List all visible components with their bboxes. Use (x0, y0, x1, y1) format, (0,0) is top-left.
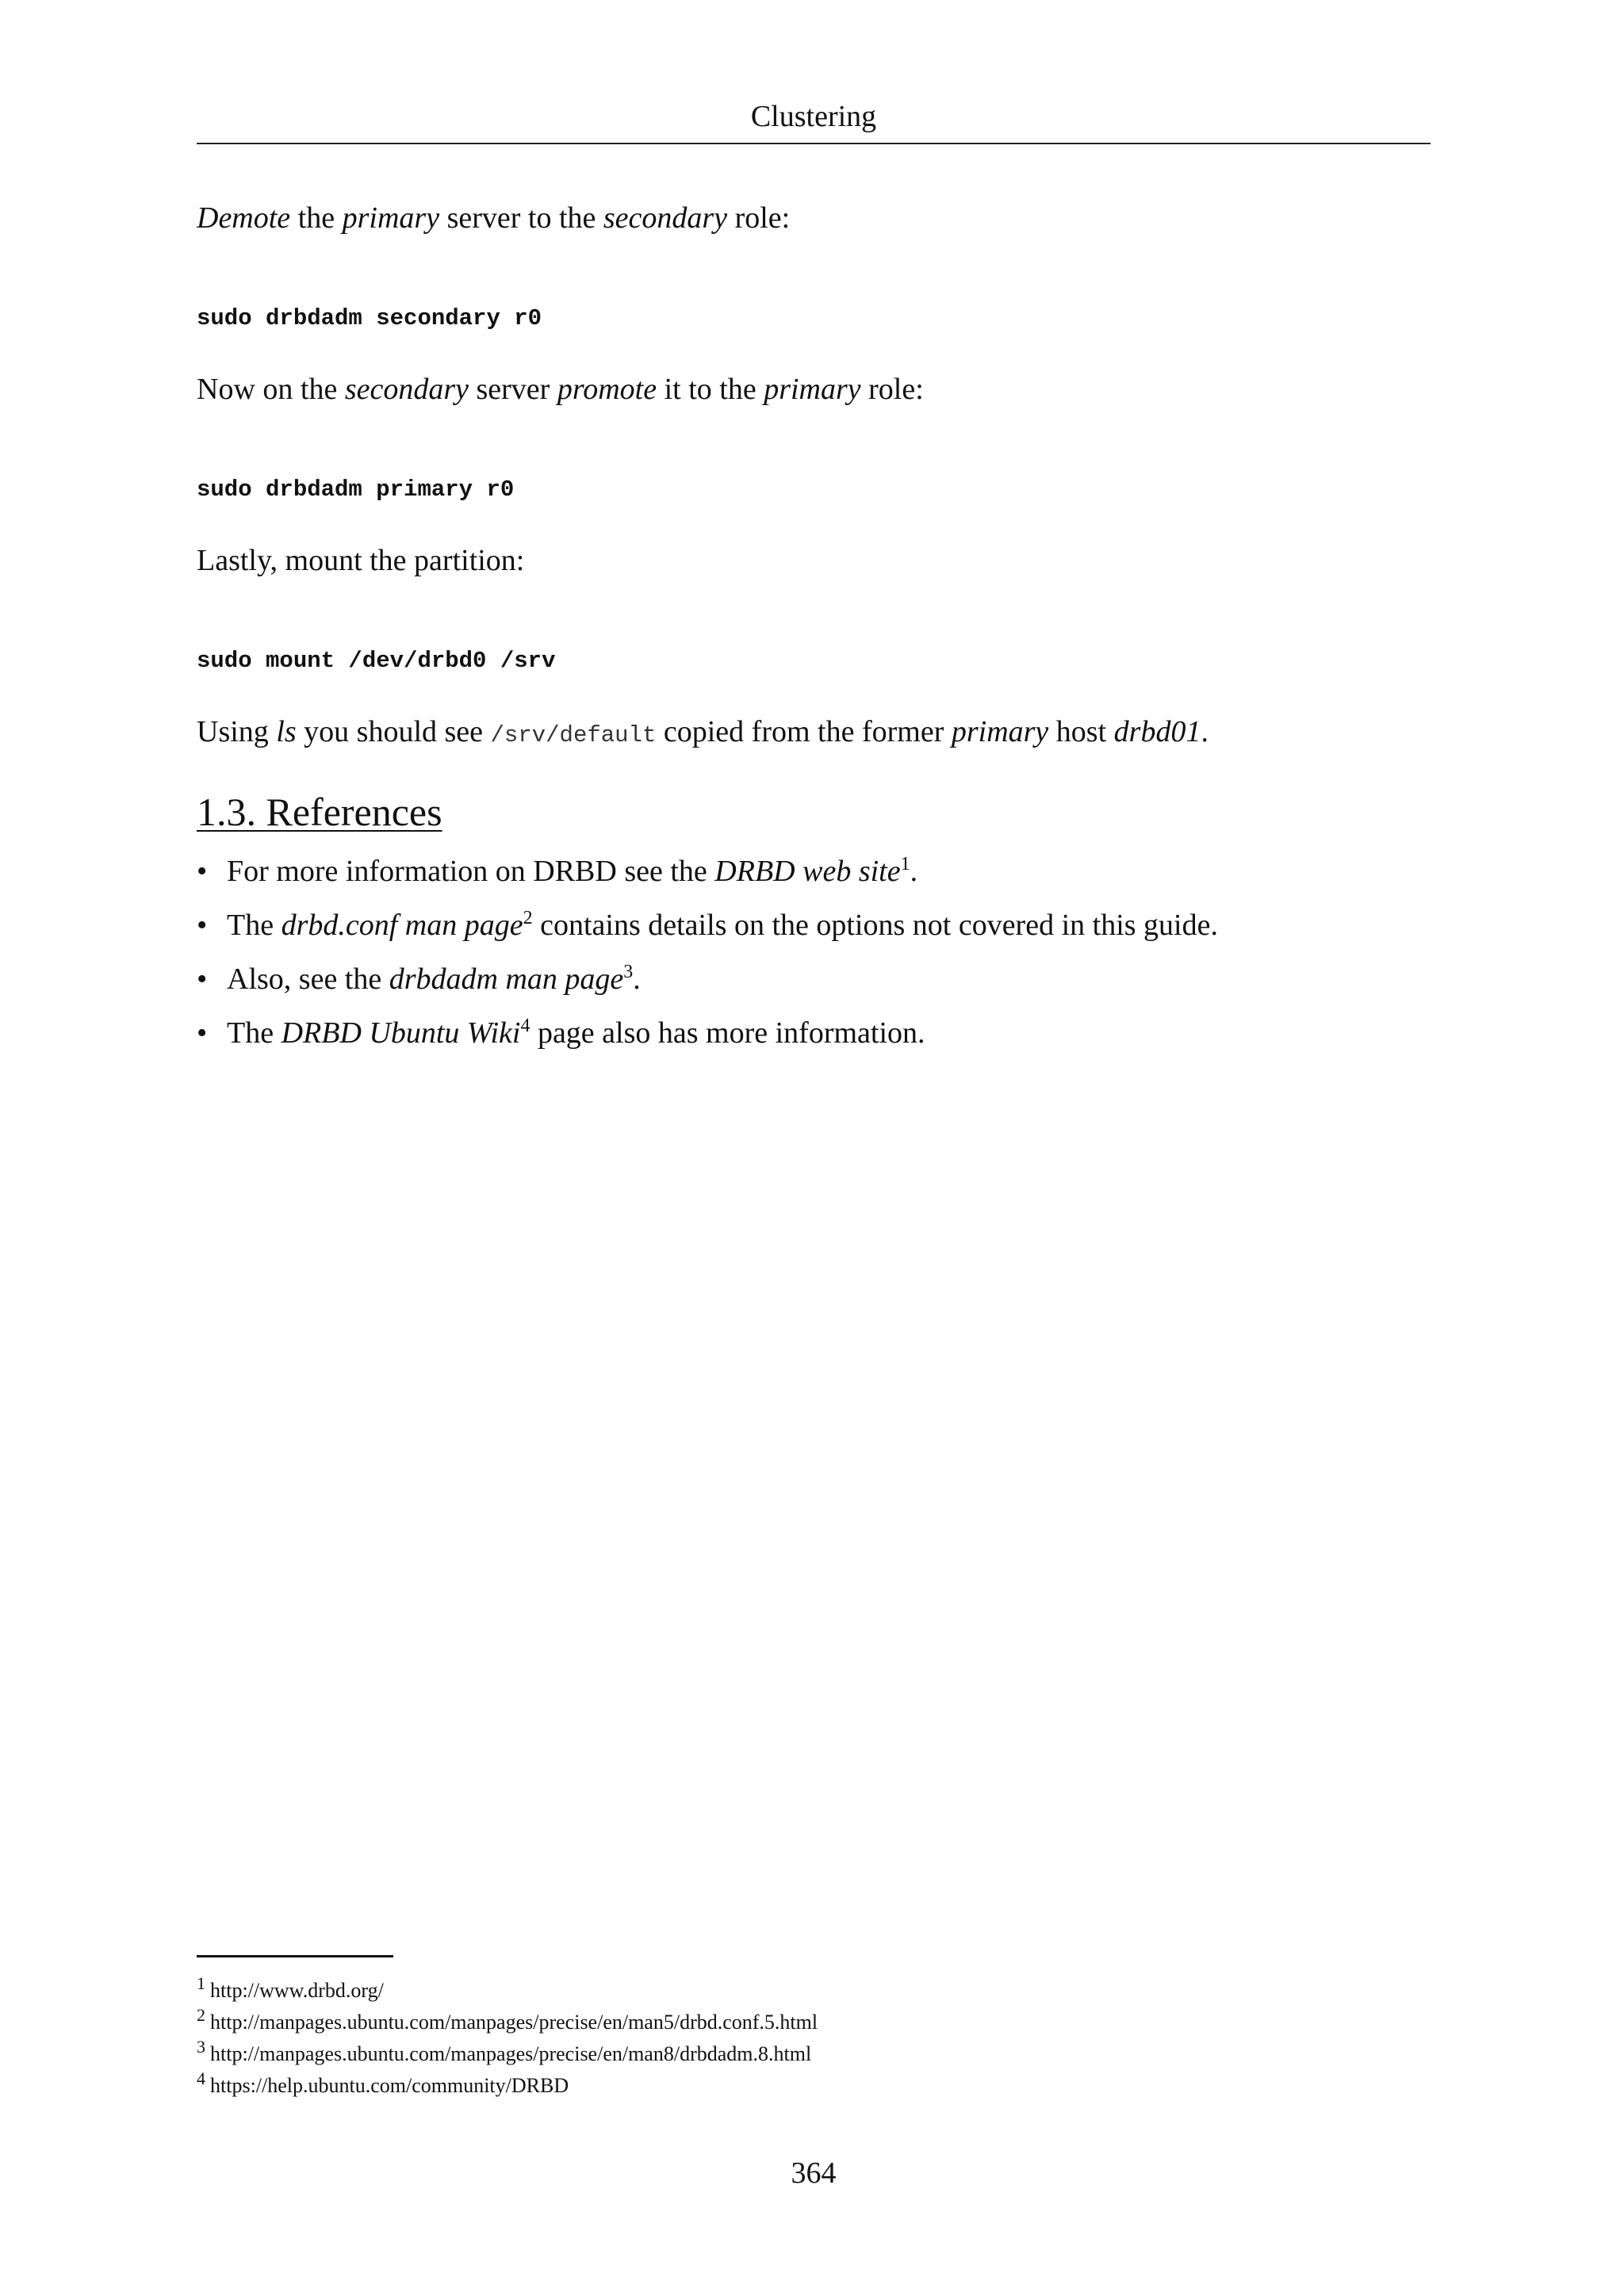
text: it to the (657, 373, 764, 406)
footnote-ref[interactable]: 3 (623, 962, 634, 982)
text: you should see (296, 715, 491, 748)
page-number: 364 (791, 2156, 837, 2190)
footnotes-list (197, 1968, 818, 2095)
footnote (197, 2031, 818, 2063)
paragraph-ls (197, 712, 1208, 756)
footnote-number: 2 (197, 2005, 205, 2025)
footnote-url[interactable]: https://help.ubuntu.com/community/DRBD (210, 2074, 569, 2097)
link[interactable]: drbd.conf man page (281, 909, 523, 942)
list-item (197, 905, 1218, 959)
emphasis: secondary (344, 373, 469, 406)
text: role: (860, 373, 924, 406)
bullet: • (197, 855, 208, 888)
footnote-ref[interactable]: 2 (523, 908, 533, 928)
footnote-number: 4 (197, 2068, 205, 2088)
paragraph-promote (197, 369, 924, 409)
text: the (290, 201, 343, 235)
text: page also has more information. (530, 1016, 925, 1050)
text: copied from the former (656, 715, 952, 748)
text: . (1201, 715, 1208, 748)
list-item (197, 1013, 1218, 1067)
emphasis: primary (764, 373, 861, 406)
emphasis: promote (557, 373, 657, 406)
bullet: • (197, 962, 208, 996)
text: server to the (439, 201, 603, 235)
list-item (197, 959, 1218, 1013)
text: . (633, 962, 641, 996)
footnote (197, 1968, 818, 2002)
text: The (227, 909, 282, 942)
bullet: • (197, 1016, 208, 1050)
section-heading: 1.3. References (197, 790, 442, 834)
emphasis: drbd01 (1113, 715, 1201, 748)
footnote (197, 2063, 818, 2095)
emphasis: ls (276, 715, 297, 748)
footnote (197, 1999, 818, 2034)
text: contains details on the options not covered in this guide. (532, 909, 1218, 942)
header-divider (197, 143, 1431, 144)
list-item (197, 851, 1218, 905)
text: role: (727, 201, 791, 235)
code-promote: sudo drbdadm primary r0 (197, 476, 515, 503)
inline-code: /srv/default (490, 722, 657, 748)
emphasis: primary (342, 201, 440, 235)
footnote-divider (197, 1955, 393, 1957)
emphasis: primary (951, 715, 1049, 748)
code-demote: sudo drbdadm secondary r0 (197, 305, 542, 331)
emphasis: Demote (197, 201, 291, 235)
paragraph-mount: Lastly, mount the partition: (197, 544, 525, 577)
footnote-number: 1 (197, 1973, 205, 1993)
text: host (1048, 715, 1114, 748)
footnote-ref[interactable]: 1 (900, 854, 910, 874)
text: The (227, 1016, 282, 1050)
code-mount: sudo mount /dev/drbd0 /srv (197, 648, 556, 674)
footnote-number: 3 (197, 2037, 205, 2057)
references-list (197, 851, 1218, 1067)
running-header: Clustering (750, 100, 877, 133)
footnote-url[interactable]: http://www.drbd.org/ (210, 1979, 384, 2002)
text: . (910, 855, 918, 888)
text: server (469, 373, 557, 406)
text: Also, see the (227, 962, 389, 996)
footnote-ref[interactable]: 4 (520, 1016, 530, 1036)
footnote-url[interactable]: http://manpages.ubuntu.com/manpages/precise/en/man5/drbd.conf.5.html (210, 2011, 818, 2034)
text: Now on the (197, 373, 345, 406)
text: For more information on DRBD see the (227, 855, 715, 888)
link[interactable]: drbdadm man page (389, 962, 624, 996)
bullet: • (197, 909, 208, 942)
link[interactable]: DRBD web site (714, 855, 901, 888)
link[interactable]: DRBD Ubuntu Wiki (281, 1016, 521, 1050)
emphasis: secondary (603, 201, 728, 235)
footnote-url[interactable]: http://manpages.ubuntu.com/manpages/precise/en/man8/drbdadm.8.html (210, 2042, 812, 2065)
text: Using (197, 715, 277, 748)
paragraph-demote (197, 198, 790, 238)
